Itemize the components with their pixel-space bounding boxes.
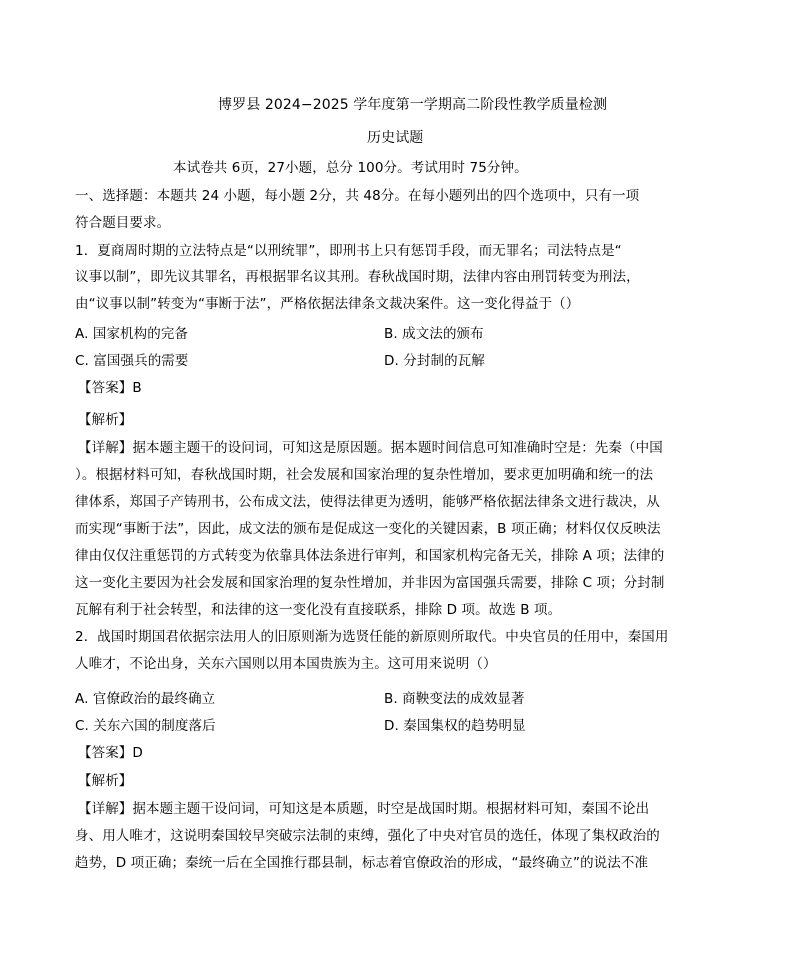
subject-title: 历史试题 <box>367 130 424 146</box>
section-heading-cont: 符合题目要求。 <box>75 215 171 231</box>
question-2-option-d: D. 秦国集权的趋势明显 <box>384 718 526 734</box>
exam-info: 本试卷共 6页，27小题，总分 100分。考试用时 75分钟。 <box>173 160 528 176</box>
question-1-analysis: 瓦解有利于社会转型，和法律的这一变化没有直接联系，排除 D 项。故选 B 项。 <box>75 602 562 618</box>
question-2-option-a: A. 官僚政治的最终确立 <box>75 691 216 707</box>
exam-title: 博罗县 2024−2025 学年度第一学期高二阶段性教学质量检测 <box>218 97 608 113</box>
question-2-stem: 人唯才，不论出身，关东六国则以用本国贵族为主。这可用来说明（） <box>75 656 497 672</box>
question-1-analysis-label: 【解析】 <box>78 412 133 428</box>
question-1-option-d: D. 分封制的瓦解 <box>384 353 485 369</box>
question-1-answer: 【答案】B <box>78 380 142 396</box>
question-2-option-c: C. 关东六国的制度落后 <box>75 718 216 734</box>
question-1-analysis: 律体系，郑国子产铸刑书，公布成文法，使得法律更为透明，能够严格依据法律条文进行裁决，从 <box>75 494 660 510</box>
question-1-option-b: B. 成文法的颁布 <box>384 326 484 342</box>
question-1-stem: 议事以制”，即先议其罪名，再根据罪名议其刑。春秋战国时期，法律内容由刑罚转变为刑法， <box>75 269 640 285</box>
question-2-analysis: 身、用人唯才，这说明秦国较早突破宗法制的束缚，强化了中央对官员的选任，体现了集权政治的 <box>75 828 660 844</box>
question-2-analysis-label: 【解析】 <box>78 773 133 789</box>
question-1-analysis: 而实现“事断于法”，因此，成文法的颁布是促成这一变化的关键因素，B 项正确；材料仅仅反映法 <box>75 521 661 537</box>
question-1-analysis: ）。根据材料可知，春秋战国时期，社会发展和国家治理的复杂性增加，要求更加明确和统一的法 <box>75 467 654 483</box>
question-2-analysis: 【详解】据本题主题干设问词，可知这是本质题，时空是战国时期。根据材料可知，秦国不论出 <box>78 801 650 817</box>
question-1-option-a: A. 国家机构的完备 <box>75 326 189 342</box>
question-2-analysis: 趋势，D 项正确；秦统一后在全国推行郡县制，标志着官僚政治的形成，“最终确立”的说法不准 <box>75 855 649 871</box>
question-1-option-c: C. 富国强兵的需要 <box>75 353 189 369</box>
question-2-option-b: B. 商鞅变法的成效显著 <box>384 691 525 707</box>
question-1-analysis: 这一变化主要因为社会发展和国家治理的复杂性增加，并非因为富国强兵需要，排除 C 项；分封制 <box>75 575 665 591</box>
question-2-stem: 2．战国时期国君依据宗法用人的旧原则渐为选贤任能的新原则所取代。中央官员的任用中，秦国用 <box>75 629 669 645</box>
question-1-stem: 由“议事以制”转变为“事断于法”，严格依据法律条文裁决案件。这一变化得益于（） <box>75 296 580 312</box>
question-1-analysis: 【详解】据本题主题干的设问词，可知这是原因题。据本题时间信息可知准确时空是：先秦（中国 <box>78 440 663 456</box>
question-1-analysis: 律由仅仅注重惩罚的方式转变为依靠具体法条进行审判，和国家机构完备无关，排除 A 项；法律的 <box>75 548 665 564</box>
question-1-stem: 1．夏商周时期的立法特点是“以刑统罪”，即刑书上只有惩罚手段，而无罪名；司法特点是“ <box>75 243 622 259</box>
section-heading: 一、选择题：本题共 24 小题，每小题 2分，共 48分。在每小题列出的四个选项中，只有一项 <box>75 188 640 204</box>
question-2-answer: 【答案】D <box>78 745 143 761</box>
